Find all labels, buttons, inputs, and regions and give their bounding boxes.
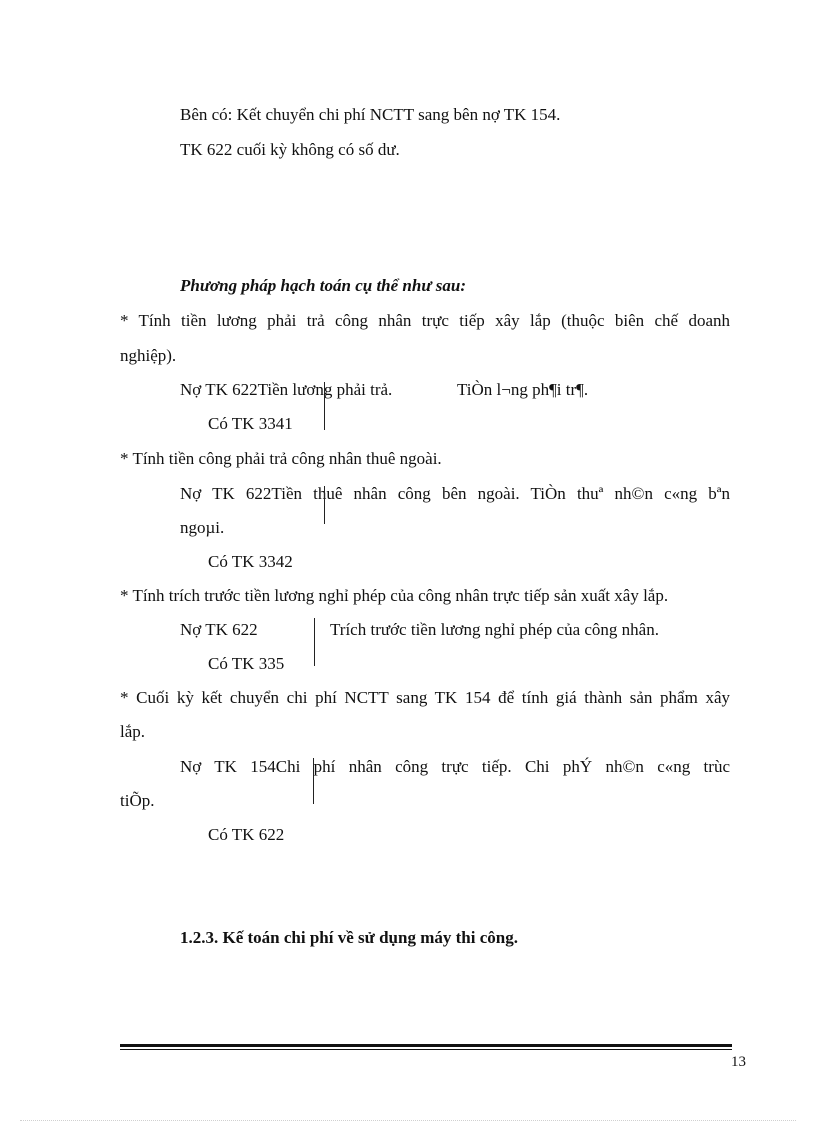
journal-credit: Có TK 3341 xyxy=(208,414,293,433)
page-bottom-border xyxy=(20,1120,796,1121)
journal-credit: Có TK 3342 xyxy=(208,552,293,571)
ledger-divider xyxy=(314,618,315,666)
garbled-text: TiÒn l¬ng ph¶i tr¶. xyxy=(457,380,589,399)
text-line: TK 622 cuối kỳ không có số dư. xyxy=(180,140,400,159)
bullet-line: lắp. xyxy=(120,722,146,741)
bullet-line: * Tính tiền công phải trả công nhân thuê ngoài. xyxy=(120,449,442,468)
bullet-line: * Tính tiền lương phải trả công nhân trực tiếp xây lắp (thuộc biên chế doanh xyxy=(120,311,730,330)
bullet-line: nghiệp). xyxy=(120,346,177,365)
text-line: Bên có: Kết chuyển chi phí NCTT sang bên nợ TK 154. xyxy=(180,105,561,124)
section-heading: 1.2.3. Kế toán chi phí về sử dụng máy thi công. xyxy=(180,928,518,947)
footer-rule-thin xyxy=(120,1049,732,1050)
journal-description: Trích trước tiền lương nghỉ phép của công nhân. xyxy=(330,620,659,639)
journal-debit: Nợ TK 622 xyxy=(180,620,258,639)
journal-credit: Có TK 335 xyxy=(208,654,285,673)
journal-debit: Nợ TK 154Chi phí nhân công trực tiếp. Chi phÝ nh©n c«ng trùc xyxy=(180,757,730,776)
ledger-divider xyxy=(324,382,325,430)
heading: Phương pháp hạch toán cụ thể như sau: xyxy=(180,276,466,295)
journal-credit: Có TK 622 xyxy=(208,825,285,844)
footer-rule-thick xyxy=(120,1044,732,1047)
journal-debit: Nợ TK 622Tiền thuê nhân công bên ngoài. TiÒn thuª nh©n c«ng bªn xyxy=(180,484,730,503)
bullet-line: * Tính trích trước tiền lương nghỉ phép của công nhân trực tiếp sản xuất xây lắp. xyxy=(120,586,669,605)
journal-debit: Nợ TK 622Tiền lương phải trả. xyxy=(180,380,393,399)
journal-continuation: ngoµi. xyxy=(180,518,225,537)
ledger-divider xyxy=(313,758,314,804)
page-number: 13 xyxy=(731,1054,746,1070)
journal-continuation: tiÕp. xyxy=(120,791,155,810)
bullet-line: * Cuối kỳ kết chuyển chi phí NCTT sang TK 154 để tính giá thành sản phẩm xây xyxy=(120,688,730,707)
ledger-divider xyxy=(324,486,325,524)
